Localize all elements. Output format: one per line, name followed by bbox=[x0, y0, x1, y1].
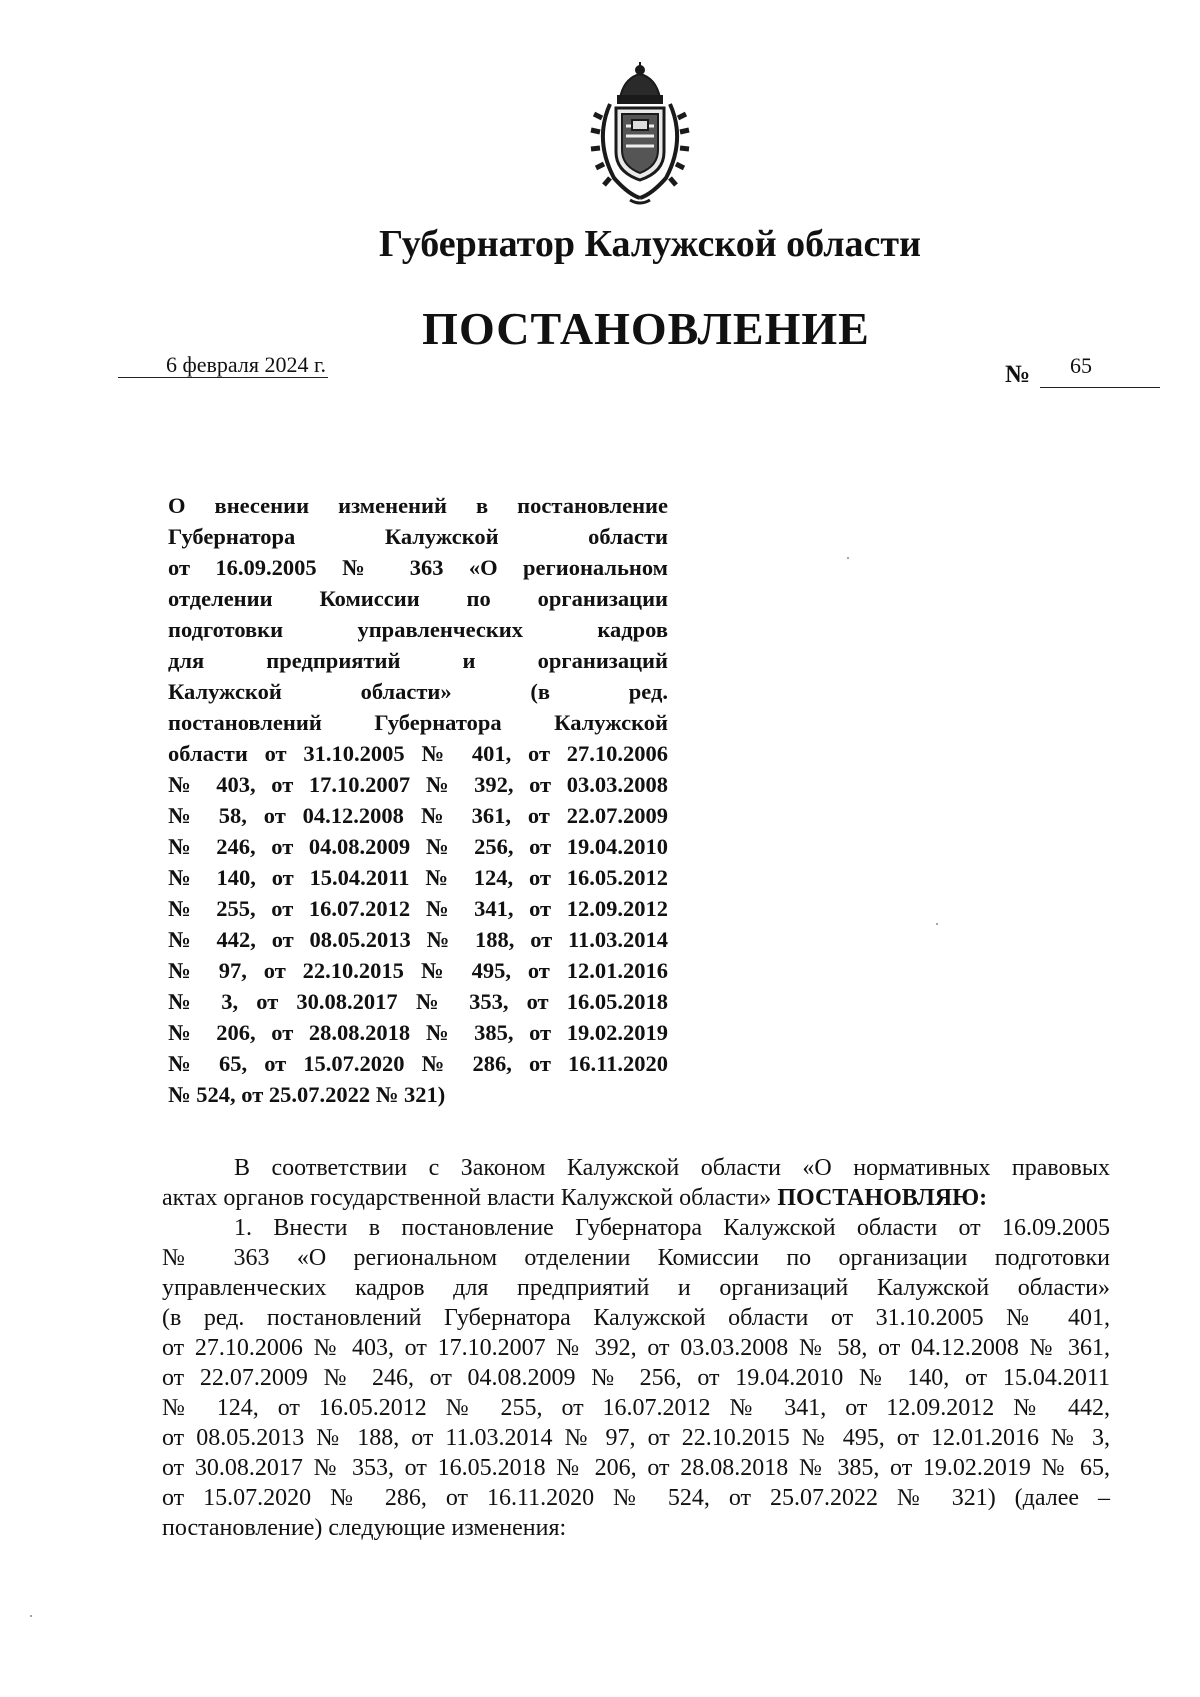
preamble-line: В соответствии с Законом Калужской области «О нормативных правовых bbox=[234, 1155, 1110, 1181]
item-line: № 363 «О региональном отделении Комиссии по организации подготовки bbox=[162, 1245, 1110, 1271]
item-line: от 27.10.2006 № 403, от 17.10.2007 № 392, от 03.03.2008 № 58, от 04.12.2008 № 361, bbox=[162, 1335, 1110, 1361]
subject-line: № 442, от 08.05.2013 № 188, от 11.03.2014 bbox=[168, 927, 668, 952]
item-line: управленческих кадров для предприятий и организаций Калужской области» bbox=[162, 1275, 1110, 1301]
subject-line: от 16.09.2005 № 363 «О региональном bbox=[168, 555, 668, 580]
decree-word: ПОСТАНОВЛЯЮ: bbox=[777, 1185, 988, 1211]
scan-speck bbox=[936, 923, 938, 925]
item-line: от 22.07.2009 № 246, от 04.08.2009 № 256, от 19.04.2010 № 140, от 15.04.2011 bbox=[162, 1365, 1110, 1391]
subject-line: № 524, от 25.07.2022 № 321) bbox=[168, 1082, 446, 1107]
subject-line: № 403, от 17.10.2007 № 392, от 03.03.2008 bbox=[168, 772, 668, 797]
document-subject bbox=[168, 490, 668, 1110]
subject-line: для предприятий и организаций bbox=[168, 648, 668, 673]
coat-of-arms-emblem bbox=[580, 60, 700, 210]
date-underline bbox=[118, 377, 328, 378]
preamble-text: актах органов государственной власти Калужской области» bbox=[162, 1185, 772, 1211]
item-line: постановление) следующие изменения: bbox=[162, 1515, 567, 1541]
document-number: 65 bbox=[1070, 353, 1092, 378]
number-underline bbox=[1040, 387, 1160, 388]
subject-line: постановлений Губернатора Калужской bbox=[168, 710, 668, 735]
document-body bbox=[162, 1153, 1110, 1543]
subject-line: № 246, от 04.08.2009 № 256, от 19.04.2010 bbox=[168, 834, 668, 859]
subject-line: отделении Комиссии по организации bbox=[168, 586, 668, 611]
subject-line: № 140, от 15.04.2011 № 124, от 16.05.2012 bbox=[168, 865, 668, 890]
document-date: 6 февраля 2024 г. bbox=[166, 352, 327, 377]
document-type-title: ПОСТАНОВЛЕНИЕ bbox=[422, 303, 870, 354]
subject-line: подготовки управленческих кадров bbox=[168, 617, 668, 642]
subject-line: Калужской области» (в ред. bbox=[168, 679, 668, 704]
item-line: (в ред. постановлений Губернатора Калужской области от 31.10.2005 № 401, bbox=[162, 1305, 1110, 1331]
item-line: от 08.05.2013 № 188, от 11.03.2014 № 97, от 22.10.2015 № 495, от 12.01.2016 № 3, bbox=[162, 1425, 1110, 1451]
item-line: 1. Внести в постановление Губернатора Калужской области от 16.09.2005 bbox=[234, 1215, 1110, 1241]
subject-line: № 206, от 28.08.2018 № 385, от 19.02.2019 bbox=[168, 1020, 668, 1045]
subject-line: № 65, от 15.07.2020 № 286, от 16.11.2020 bbox=[168, 1051, 668, 1076]
subject-line: № 255, от 16.07.2012 № 341, от 12.09.2012 bbox=[168, 896, 668, 921]
scan-speck bbox=[30, 1615, 32, 1617]
subject-line: области от 31.10.2005 № 401, от 27.10.2006 bbox=[168, 741, 668, 766]
item-line: от 15.07.2020 № 286, от 16.11.2020 № 524, от 25.07.2022 № 321) (далее – bbox=[162, 1485, 1110, 1511]
subject-line: № 58, от 04.12.2008 № 361, от 22.07.2009 bbox=[168, 803, 668, 828]
scan-speck bbox=[847, 557, 849, 559]
subject-line: Губернатора Калужской области bbox=[168, 524, 668, 549]
subject-line: № 3, от 30.08.2017 № 353, от 16.05.2018 bbox=[168, 989, 668, 1014]
number-sign: № bbox=[1005, 361, 1031, 388]
item-line: от 30.08.2017 № 353, от 16.05.2018 № 206, от 28.08.2018 № 385, от 19.02.2019 № 65, bbox=[162, 1455, 1110, 1481]
subject-line: № 97, от 22.10.2015 № 495, от 12.01.2016 bbox=[168, 958, 668, 983]
preamble-line bbox=[162, 1183, 1110, 1213]
item-line: № 124, от 16.05.2012 № 255, от 16.07.2012 № 341, от 12.09.2012 № 442, bbox=[162, 1395, 1110, 1421]
subject-line: О внесении изменений в постановление bbox=[168, 493, 668, 518]
issuing-authority: Губернатор Калужской области bbox=[379, 223, 921, 265]
